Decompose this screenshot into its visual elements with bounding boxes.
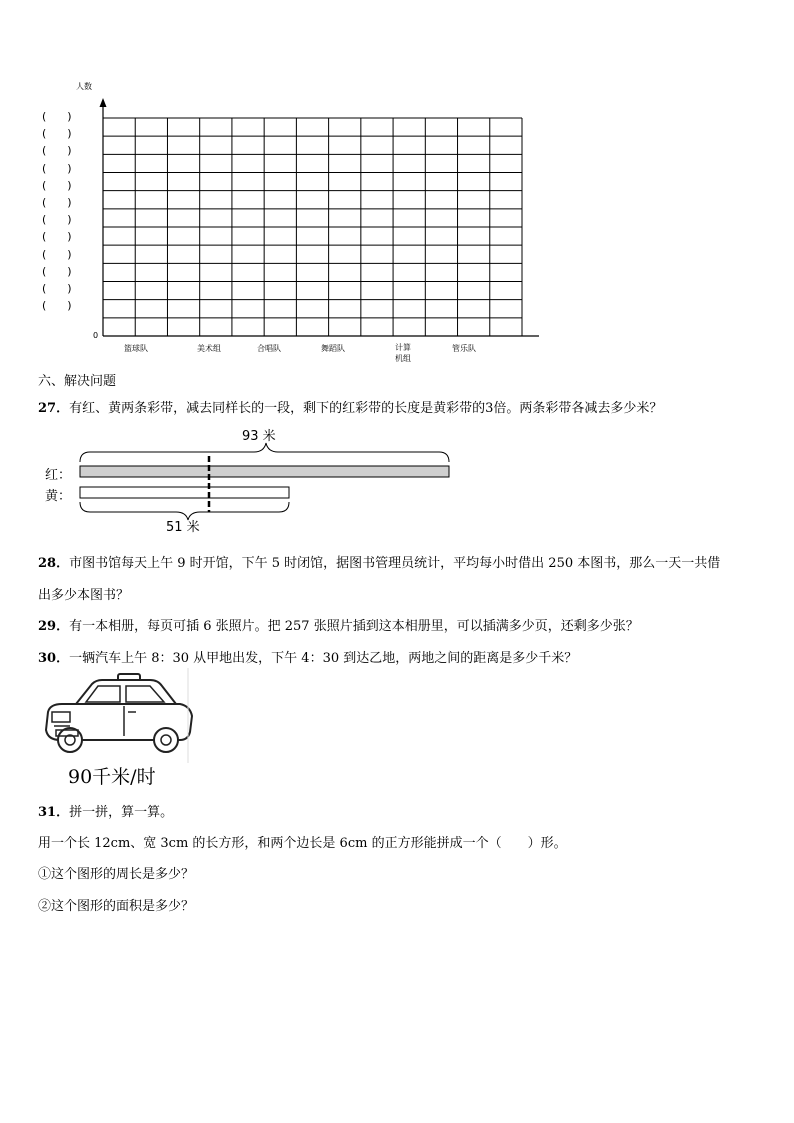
question-28-line2: 出多少本图书？ <box>38 588 130 603</box>
ribbon-bars <box>0 0 794 540</box>
question-title: 拼一拼，算一算。 <box>69 805 174 820</box>
question-number: 31． <box>38 805 70 820</box>
question-31 <box>38 801 173 820</box>
red-ribbon <box>80 466 449 477</box>
question-text: 市图书馆每天上午 9 时开馆，下午 5 时闭馆，据图书管理员统计，平均每小时借出 250 本图书，那么一天一共借 <box>69 556 721 571</box>
category-band: 管乐队 <box>452 344 476 353</box>
y-scale-blank[interactable]: ( ) <box>42 196 72 209</box>
top-brace <box>80 443 449 462</box>
section-title: 六、解决问题 <box>38 374 117 389</box>
y-scale-blank[interactable]: ( ) <box>42 178 72 192</box>
y-scale-blank[interactable]: ( ) <box>42 247 72 261</box>
question-number: 30． <box>38 651 70 666</box>
origin-label: 0 <box>93 331 99 340</box>
question-31-sub2: ②这个图形的面积是多少？ <box>38 899 195 914</box>
y-scale-blank[interactable]: ( ) <box>42 144 72 158</box>
y-scale-blank[interactable]: ( ) <box>42 161 72 175</box>
y-scale-blank[interactable]: ( ) <box>42 127 72 141</box>
category-art: 美术组 <box>197 344 221 353</box>
red-label: 红： <box>45 468 72 483</box>
question-number: 29． <box>38 619 70 634</box>
question-number: 28． <box>38 556 70 571</box>
category-choir: 合唱队 <box>257 344 281 353</box>
question-text: 有红、黄两条彩带，减去同样长的一段，剩下的红彩带的长度是黄彩带的3倍。两条彩带各减去多少米？ <box>69 401 663 416</box>
y-scale-blank[interactable]: ( ) <box>42 110 72 123</box>
question-30 <box>38 647 577 666</box>
category-computer-line2: 机组 <box>395 354 411 363</box>
y-scale-blank[interactable]: ( ) <box>42 264 72 278</box>
y-axis-label: 人数 <box>76 82 92 91</box>
taxi-icon <box>40 668 200 763</box>
category-basketball: 篮球队 <box>124 344 148 353</box>
question-text: 有一本相册，每页可插 6 张照片。把 257 张照片插到这本相册里，可以插满多少页，还剩多少张？ <box>69 619 639 634</box>
question-31-text: 用一个长 12cm、宽 3cm 的长方形，和两个边长是 6cm 的正方形能拼成一个（ ）形。 <box>38 836 567 851</box>
category-computer: 计算 <box>395 343 411 352</box>
category-dance: 舞蹈队 <box>321 344 345 353</box>
yellow-label: 黄： <box>45 489 72 504</box>
y-scale-blank[interactable]: ( ) <box>42 213 72 227</box>
red-length-label: 93 米 <box>242 429 276 444</box>
speed-label: 90千米/时 <box>68 766 156 788</box>
question-text: 一辆汽车上午 8：30 从甲地出发，下午 4：30 到达乙地，两地之间的距离是多少千米？ <box>69 651 578 666</box>
yellow-ribbon <box>80 487 289 498</box>
question-28 <box>38 552 720 571</box>
y-scale-blank[interactable]: ( ) <box>42 230 72 244</box>
question-29 <box>38 615 639 634</box>
question-number: 27． <box>38 401 70 416</box>
question-31-sub1: ①这个图形的周长是多少？ <box>38 867 195 882</box>
y-scale-blank[interactable]: ( ) <box>42 282 72 295</box>
y-scale-blank[interactable]: ( ) <box>42 299 72 313</box>
yellow-length-label: 51 米 <box>166 520 200 535</box>
